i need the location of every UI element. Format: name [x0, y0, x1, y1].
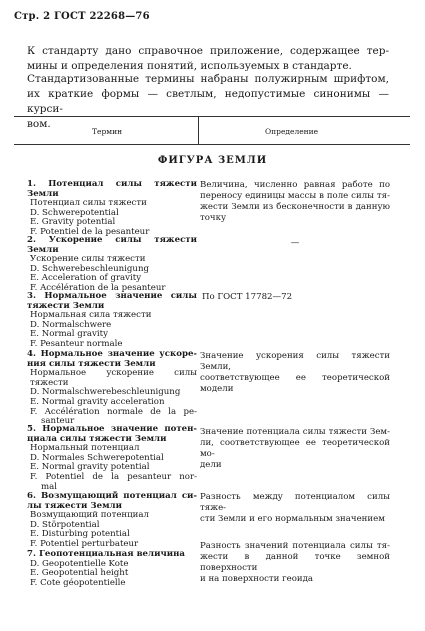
definition-line: Разность значений потенциала силы тя-: [200, 541, 390, 551]
term-short-form-cont: тяжести: [30, 377, 69, 388]
term-entry-6: [27, 492, 197, 550]
term-entry-7: [27, 550, 197, 588]
definition-line: и на поверхности геоида: [200, 574, 314, 584]
column-header-definition: Определение: [265, 127, 319, 136]
term-short-form: Возмущающий потенциал: [30, 510, 149, 521]
term-fr: F. Pesanteur normale: [30, 338, 123, 349]
definition-line: Разность между потенциалом силы тяже-: [200, 492, 390, 513]
table-column-divider: [198, 116, 199, 144]
definition-line: переносу единицы массы в поле силы тя-: [200, 191, 390, 201]
definition-line: сти Земли и его нормальным значением: [200, 514, 385, 524]
intro-paragraph-2: [27, 72, 389, 132]
table-top-rule: [14, 116, 410, 117]
definition-6: [200, 492, 390, 525]
term-de: D. Geopotentielle Kote: [30, 558, 129, 569]
column-header-terms: Термин: [92, 127, 123, 136]
term-name: 3. Нормальное значение силы: [27, 291, 197, 301]
term-short-form: Нормальный потенциал: [30, 443, 140, 454]
intro-line-2: мины и определения понятий, используемых в стандарте.: [27, 60, 352, 72]
term-short-form: Нормальная сила тяжести: [30, 310, 152, 321]
definition-dash: —: [290, 238, 300, 248]
term-entry-4: [27, 350, 197, 427]
term-entry-5: [27, 425, 197, 492]
term-fr: F. Cote géopotentielle: [30, 577, 126, 588]
term-short-form: Потенциал силы тяжести: [30, 198, 147, 209]
term-name-cont: циала силы тяжести Земли: [27, 433, 167, 444]
definition-line: жести в данной точке земной поверхности: [200, 552, 390, 573]
term-fr-cont: santeur: [41, 416, 75, 427]
term-en: E. Gravity potential: [30, 217, 116, 228]
definition-line: Величина, численно равная работе по: [200, 180, 390, 190]
definition-line: дели: [200, 460, 222, 470]
page-header: Стр. 2 ГОСТ 22268—76: [14, 11, 150, 22]
term-short-form: Нормальное ускорение силы: [30, 368, 197, 379]
term-en: E. Acceleration of gravity: [30, 273, 142, 284]
definition-2: [200, 238, 390, 249]
section-title: ФИГУРА ЗЕМЛИ: [157, 155, 268, 166]
term-fr: F. Accélération de la pesanteur: [30, 282, 166, 293]
term-de: D. Schwerebeschleunigung: [30, 263, 149, 274]
intro-line-1: К стандарту дано справочное приложение, содержащее тер-: [27, 45, 389, 57]
term-name-cont: ния силы тяжести Земли: [27, 358, 156, 369]
term-en: E. Normal gravity: [30, 329, 108, 340]
term-name: 2. Ускорение силы тяжести: [27, 235, 197, 245]
definition-line: жести Земли из бесконечности в данную: [200, 202, 390, 212]
term-fr: F. Potentiel perturbateur: [30, 538, 139, 549]
definition-line: Значение ускорения силы тяжести Земли,: [200, 351, 390, 372]
intro-line-4: их краткие формы — светлым, недопустимые синонимы — курси-: [27, 88, 389, 115]
term-name-cont: Земли: [27, 188, 59, 199]
term-de: D. Störpotential: [30, 519, 100, 530]
term-fr: F. Potentiel de la pesanteur: [30, 226, 150, 237]
term-en: E. Normal gravity acceleration: [30, 396, 165, 407]
term-name: 4. Нормальное значение ускоре-: [27, 349, 197, 359]
term-entry-1: [27, 180, 197, 238]
definition-line: ли, соответствующее ее теоретической мо-: [200, 438, 390, 459]
term-name: 5. Нормальное значение потен-: [27, 424, 197, 434]
definition-1: [200, 180, 390, 224]
term-short-form: Ускорение силы тяжести: [30, 254, 146, 265]
definition-7: [200, 541, 390, 585]
term-en: E. Disturbing potential: [30, 529, 130, 540]
intro-paragraph-1: [27, 44, 389, 74]
definition-line: Значение потенциала силы тяжести Зем-: [200, 427, 390, 437]
term-name: 7. Геопотенциальная величина: [27, 549, 185, 559]
term-de: D. Normalschwerebeschleunigung: [30, 387, 181, 398]
term-entry-3: [27, 292, 197, 350]
definition-5: [200, 427, 390, 471]
term-en: E. Geopotential height: [30, 568, 129, 579]
term-fr-cont: mal: [41, 481, 58, 492]
term-de: D. Schwerepotential: [30, 207, 119, 218]
definition-4: [200, 351, 390, 395]
term-name-cont: Земли: [27, 244, 59, 255]
term-fr: F. Accélération normale de la pe-: [30, 406, 197, 417]
intro-line-3: Стандартизованные термины набраны полужирным шрифтом,: [27, 73, 389, 85]
term-name: 6. Возмущающий потенциал си-: [27, 491, 197, 501]
term-name-cont: лы тяжести Земли: [27, 500, 122, 511]
term-name: 1. Потенциал силы тяжести: [27, 179, 197, 189]
definition-line: соответствующее ее теоретической модели: [200, 373, 390, 394]
term-en: E. Normal gravity potential: [30, 462, 150, 473]
definition-line: точку: [200, 213, 227, 223]
term-entry-2: [27, 236, 197, 294]
definition-line: По ГОСТ 17782—72: [202, 292, 293, 302]
table-header-rule: [14, 144, 410, 145]
definition-3: [200, 292, 390, 303]
term-de: D. Normalschwere: [30, 319, 112, 330]
intro-line-5: вом.: [27, 118, 51, 130]
term-de: D. Normales Schwerepotential: [30, 452, 164, 463]
term-name-cont: тяжести Земли: [27, 300, 105, 311]
term-fr: F. Potentiel de la pesanteur nor-: [30, 471, 197, 482]
